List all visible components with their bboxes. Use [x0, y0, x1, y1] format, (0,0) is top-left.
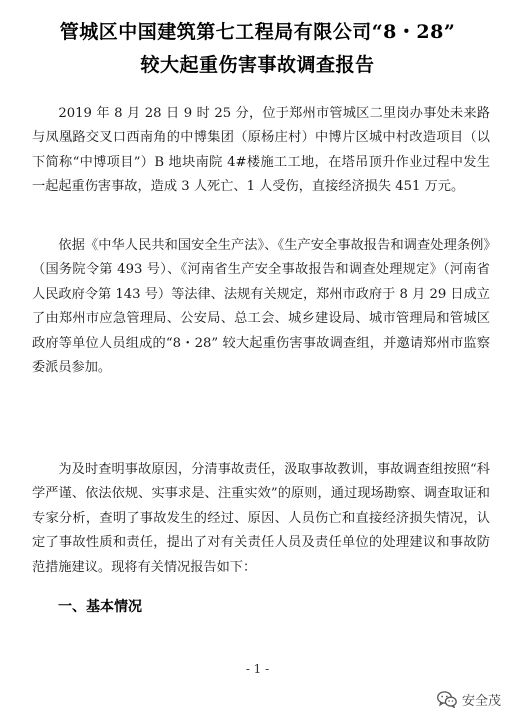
paragraph-legal-basis: 依据《中华人民共和国安全生产法》、《生产安全事故报告和调查处理条例》（国务院令第 493 号）、《河南省生产安全事故报告和调查处理规定》（河南省人民政府令第 143 号）等法律、法规有关规定，郑州市政府于 8 月 29 日成立了由郑州市应急管理局、公安局、总工会、城乡建设局、城市管理局和管城区政府等单位人员组成的“8・28” 较大起重伤害事故调查组，并邀请郑州市监察委派员参加。	[32, 238, 490, 376]
paragraph-investigation-method: 为及时查明事故原因，分清事故责任，汲取事故教训，事故调查组按照“科学严谨、依法依规、实事求是、注重实效”的原则，通过现场勘察、调查取证和专家分析，查明了事故发生的经过、原因、人员伤亡和直接经济损失情况，认定了事故性质和责任，提出了对有关责任人员及责任单位的处理建议和事故防范措施建议。现将有关情况报告如下：	[32, 462, 490, 575]
page-number: - 1 -	[245, 662, 270, 676]
watermark-label: 安全茂	[461, 694, 501, 709]
report-title-line-2: 较大起重伤害事故调查报告	[140, 54, 375, 76]
wechat-icon	[437, 691, 457, 708]
section-heading-basic-info: 一、基本情况	[58, 599, 142, 615]
wechat-watermark	[437, 690, 501, 709]
report-title-line-1: 管城区中国建筑第七工程局有限公司“8・28”	[59, 21, 456, 43]
paragraph-incident-summary: 2019 年 8 月 28 日 9 时 25 分，位于郑州市管城区二里岗办事处未来路与凤凰路交叉口西南角的中博集团（原杨庄村）中博片区城中村改造项目（以下简称“中博项目”）B 地块南院 4#楼施工工地，在塔吊顶升作业过程中发生一起起重伤害事故，造成 3 人死亡、1 人受伤，直接经济损失 451 万元。	[32, 106, 490, 195]
